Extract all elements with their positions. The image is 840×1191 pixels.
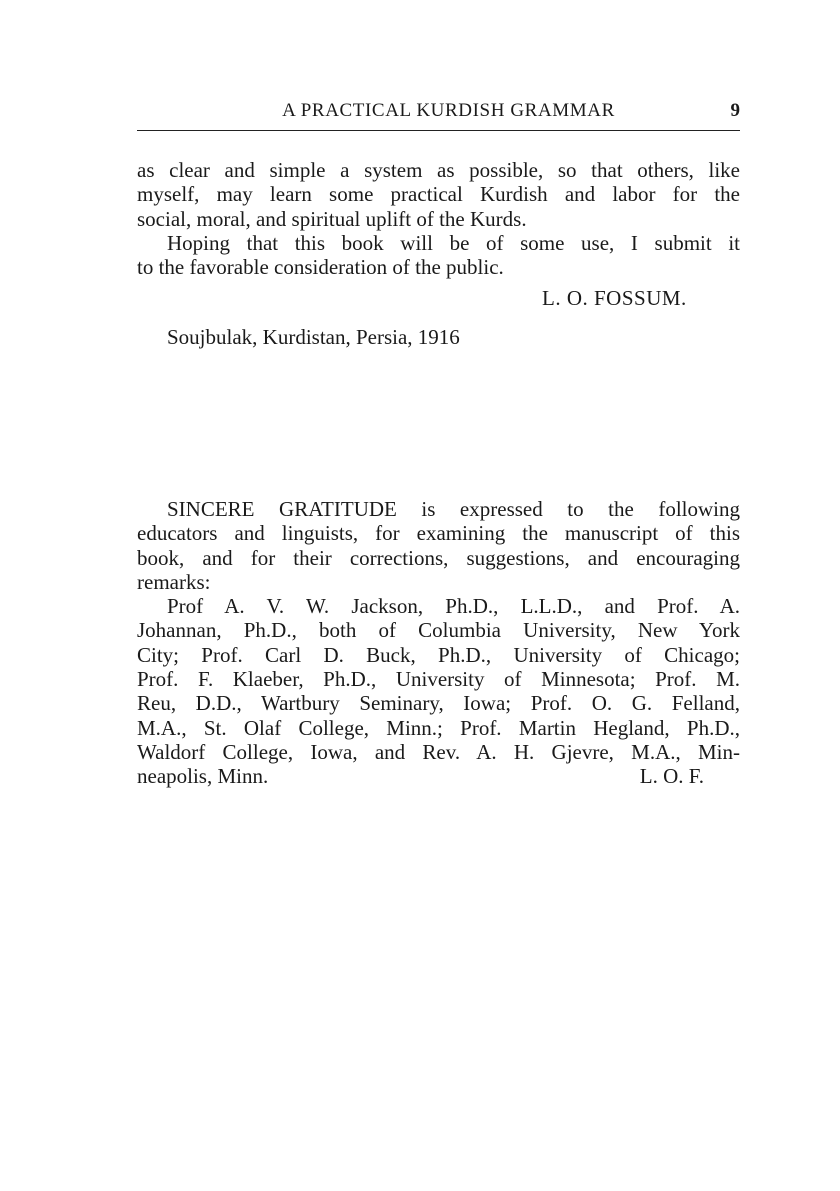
place-date: Soujbulak, Kurdistan, Persia, 1916 xyxy=(167,325,460,349)
running-head xyxy=(137,100,740,128)
text-line: Prof. F. Klaeber, Ph.D., University of Minnesota; Prof. M. xyxy=(137,667,740,692)
text-line: M.A., St. Olaf College, Minn.; Prof. Martin Hegland, Ph.D., xyxy=(137,715,740,740)
text-line: Reu, D.D., Wartbury Seminary, Iowa; Prof. O. G. Felland, xyxy=(137,691,740,716)
text-line: remarks: xyxy=(137,569,211,594)
text-line: myself, may learn some practical Kurdish and labor for the xyxy=(137,182,740,207)
text-line: Hoping that this book will be of some use, I submit it xyxy=(167,230,740,255)
acknowledgment-paragraph xyxy=(137,497,740,789)
text-line: social, moral, and spiritual uplift of the Kurds. xyxy=(137,206,527,231)
text-line: book, and for their corrections, suggestions, and encouraging xyxy=(137,545,740,570)
text-line: neapolis, Minn. xyxy=(137,764,269,789)
text-line: Johannan, Ph.D., both of Columbia University, New York xyxy=(137,618,740,643)
text-line: City; Prof. Carl D. Buck, Ph.D., University of Chicago; xyxy=(137,642,740,667)
author-signature: L. O. FOSSUM. xyxy=(542,286,687,310)
preface-paragraph xyxy=(137,158,740,279)
text-line: as clear and simple a system as possible, so that others, like xyxy=(137,158,740,182)
running-title: A PRACTICAL KURDISH GRAMMAR xyxy=(282,100,615,121)
text-line: Prof A. V. W. Jackson, Ph.D., L.L.D., and Prof. A. xyxy=(167,594,740,619)
text-line: Waldorf College, Iowa, and Rev. A. H. Gjevre, M.A., Min- xyxy=(137,739,740,764)
text-line: SINCERE GRATITUDE is expressed to the following xyxy=(167,497,740,521)
header-rule xyxy=(137,130,740,131)
initials-signature: L. O. F. xyxy=(639,764,704,789)
text-line: to the favorable consideration of the public. xyxy=(137,255,504,280)
closing-line xyxy=(137,764,740,788)
page-number: 9 xyxy=(730,100,740,121)
text-line: educators and linguists, for examining the manuscript of this xyxy=(137,521,740,546)
